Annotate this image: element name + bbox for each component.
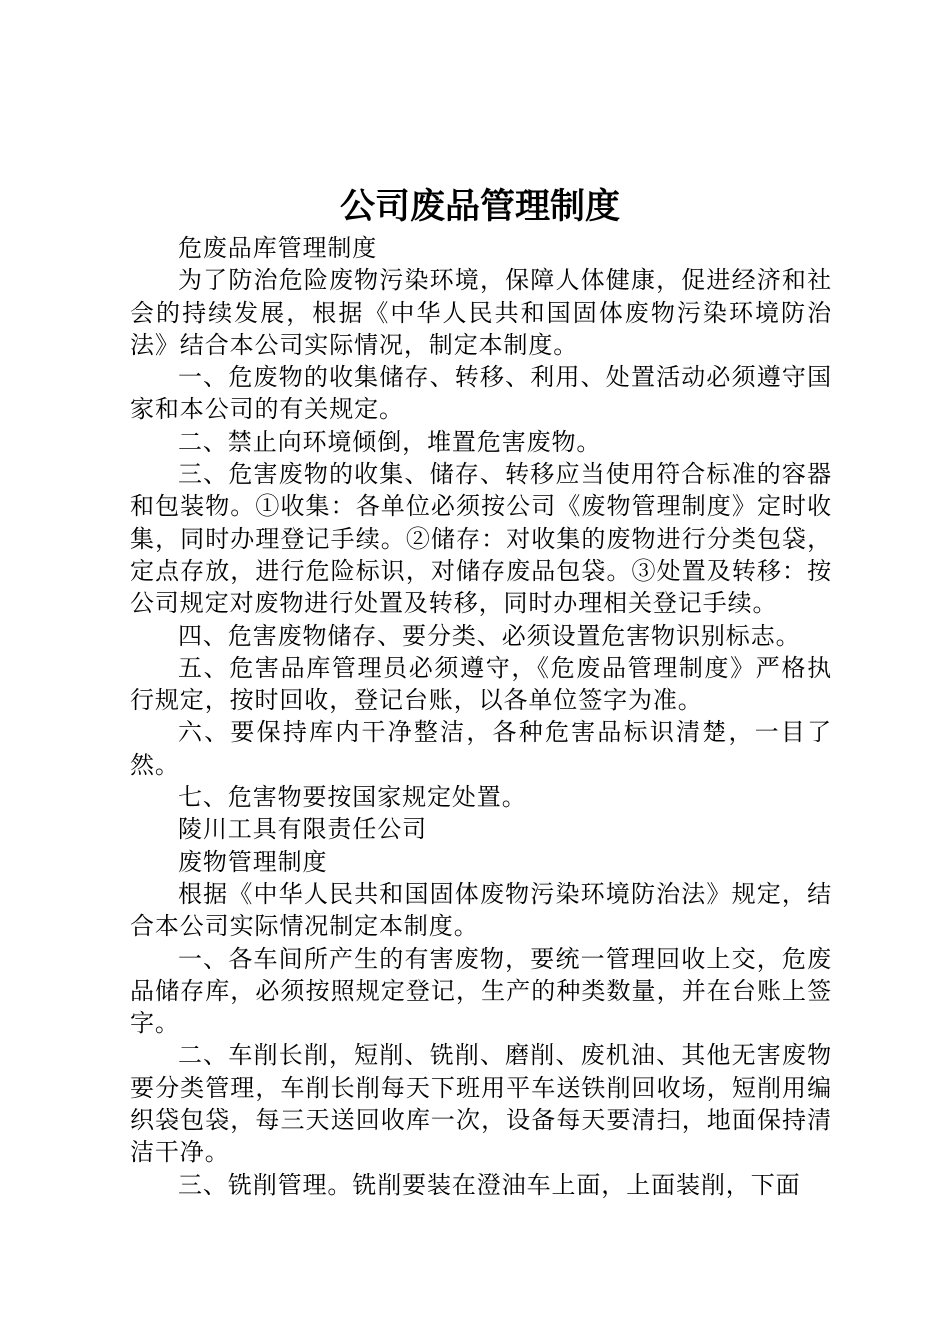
paragraph-rule-5: 五、危害品库管理员必须遵守，《危废品管理制度》严格执行规定，按时回收，登记台账，以各单位签字为准。 (130, 653, 832, 715)
paragraph-waste-rule-2: 二、车削长削，短削、铣削、磨削、废机油、其他无害废物要分类管理，车削长削每天下班用平车送铁削回收场，短削用编织袋包袋，每三天送回收库一次，设备每天要清扫，地面保持清洁干净。 (130, 1041, 832, 1167)
paragraph-rule-6: 六、要保持库内干净整洁，各种危害品标识清楚，一目了然。 (130, 718, 832, 779)
paragraph-rule-4: 四、危害废物储存、要分类、必须设置危害物识别标志。 (178, 621, 801, 650)
paragraph-rule-7: 七、危害物要按国家规定处置。 (178, 783, 527, 812)
paragraph-waste-intro: 根据《中华人民共和国固体废物污染环境防治法》规定，结合本公司实际情况制定本制度。 (130, 879, 832, 941)
company-name: 陵川工具有限责任公司 (178, 815, 427, 844)
paragraph-rule-3: 三、危害废物的收集、储存、转移应当使用符合标准的容器和包装物。①收集：各单位必须按公司《废物管理制度》定时收集，同时办理登记手续。②储存：对收集的废物进行分类包袋，定点存放，进行危险标识，对储存废品包袋。③处置及转移：按公司规定对废物进行处置及转移，同时办理相关登记手续。 (130, 460, 832, 618)
section-heading-waste-management: 废物管理制度 (178, 847, 328, 876)
paragraph-rule-1: 一、危废物的收集储存、转移、利用、处置活动必须遵守国家和本公司的有关规定。 (130, 363, 832, 424)
document-body (130, 232, 832, 1201)
paragraph-rule-2: 二、禁止向环境倾倒，堆置危害废物。 (178, 427, 602, 456)
paragraph-waste-rule-1: 一、各车间所产生的有害废物，要统一管理回收上交，危废品储存库，必须按照规定登记，生产的种类数量，并在台账上签字。 (130, 944, 832, 1038)
paragraph-intro: 为了防治危险废物污染环境，保障人体健康，促进经济和社会的持续发展，根据《中华人民共和国固体废物污染环境防治法》结合本公司实际情况，制定本制度。 (130, 266, 832, 359)
document-title: 公司废品管理制度 (339, 187, 620, 227)
paragraph-waste-rule-3: 三、铣削管理。铣削要装在澄油车上面，上面装削，下面 (178, 1170, 801, 1199)
section-heading-hazardous-warehouse: 危废品库管理制度 (178, 234, 378, 262)
